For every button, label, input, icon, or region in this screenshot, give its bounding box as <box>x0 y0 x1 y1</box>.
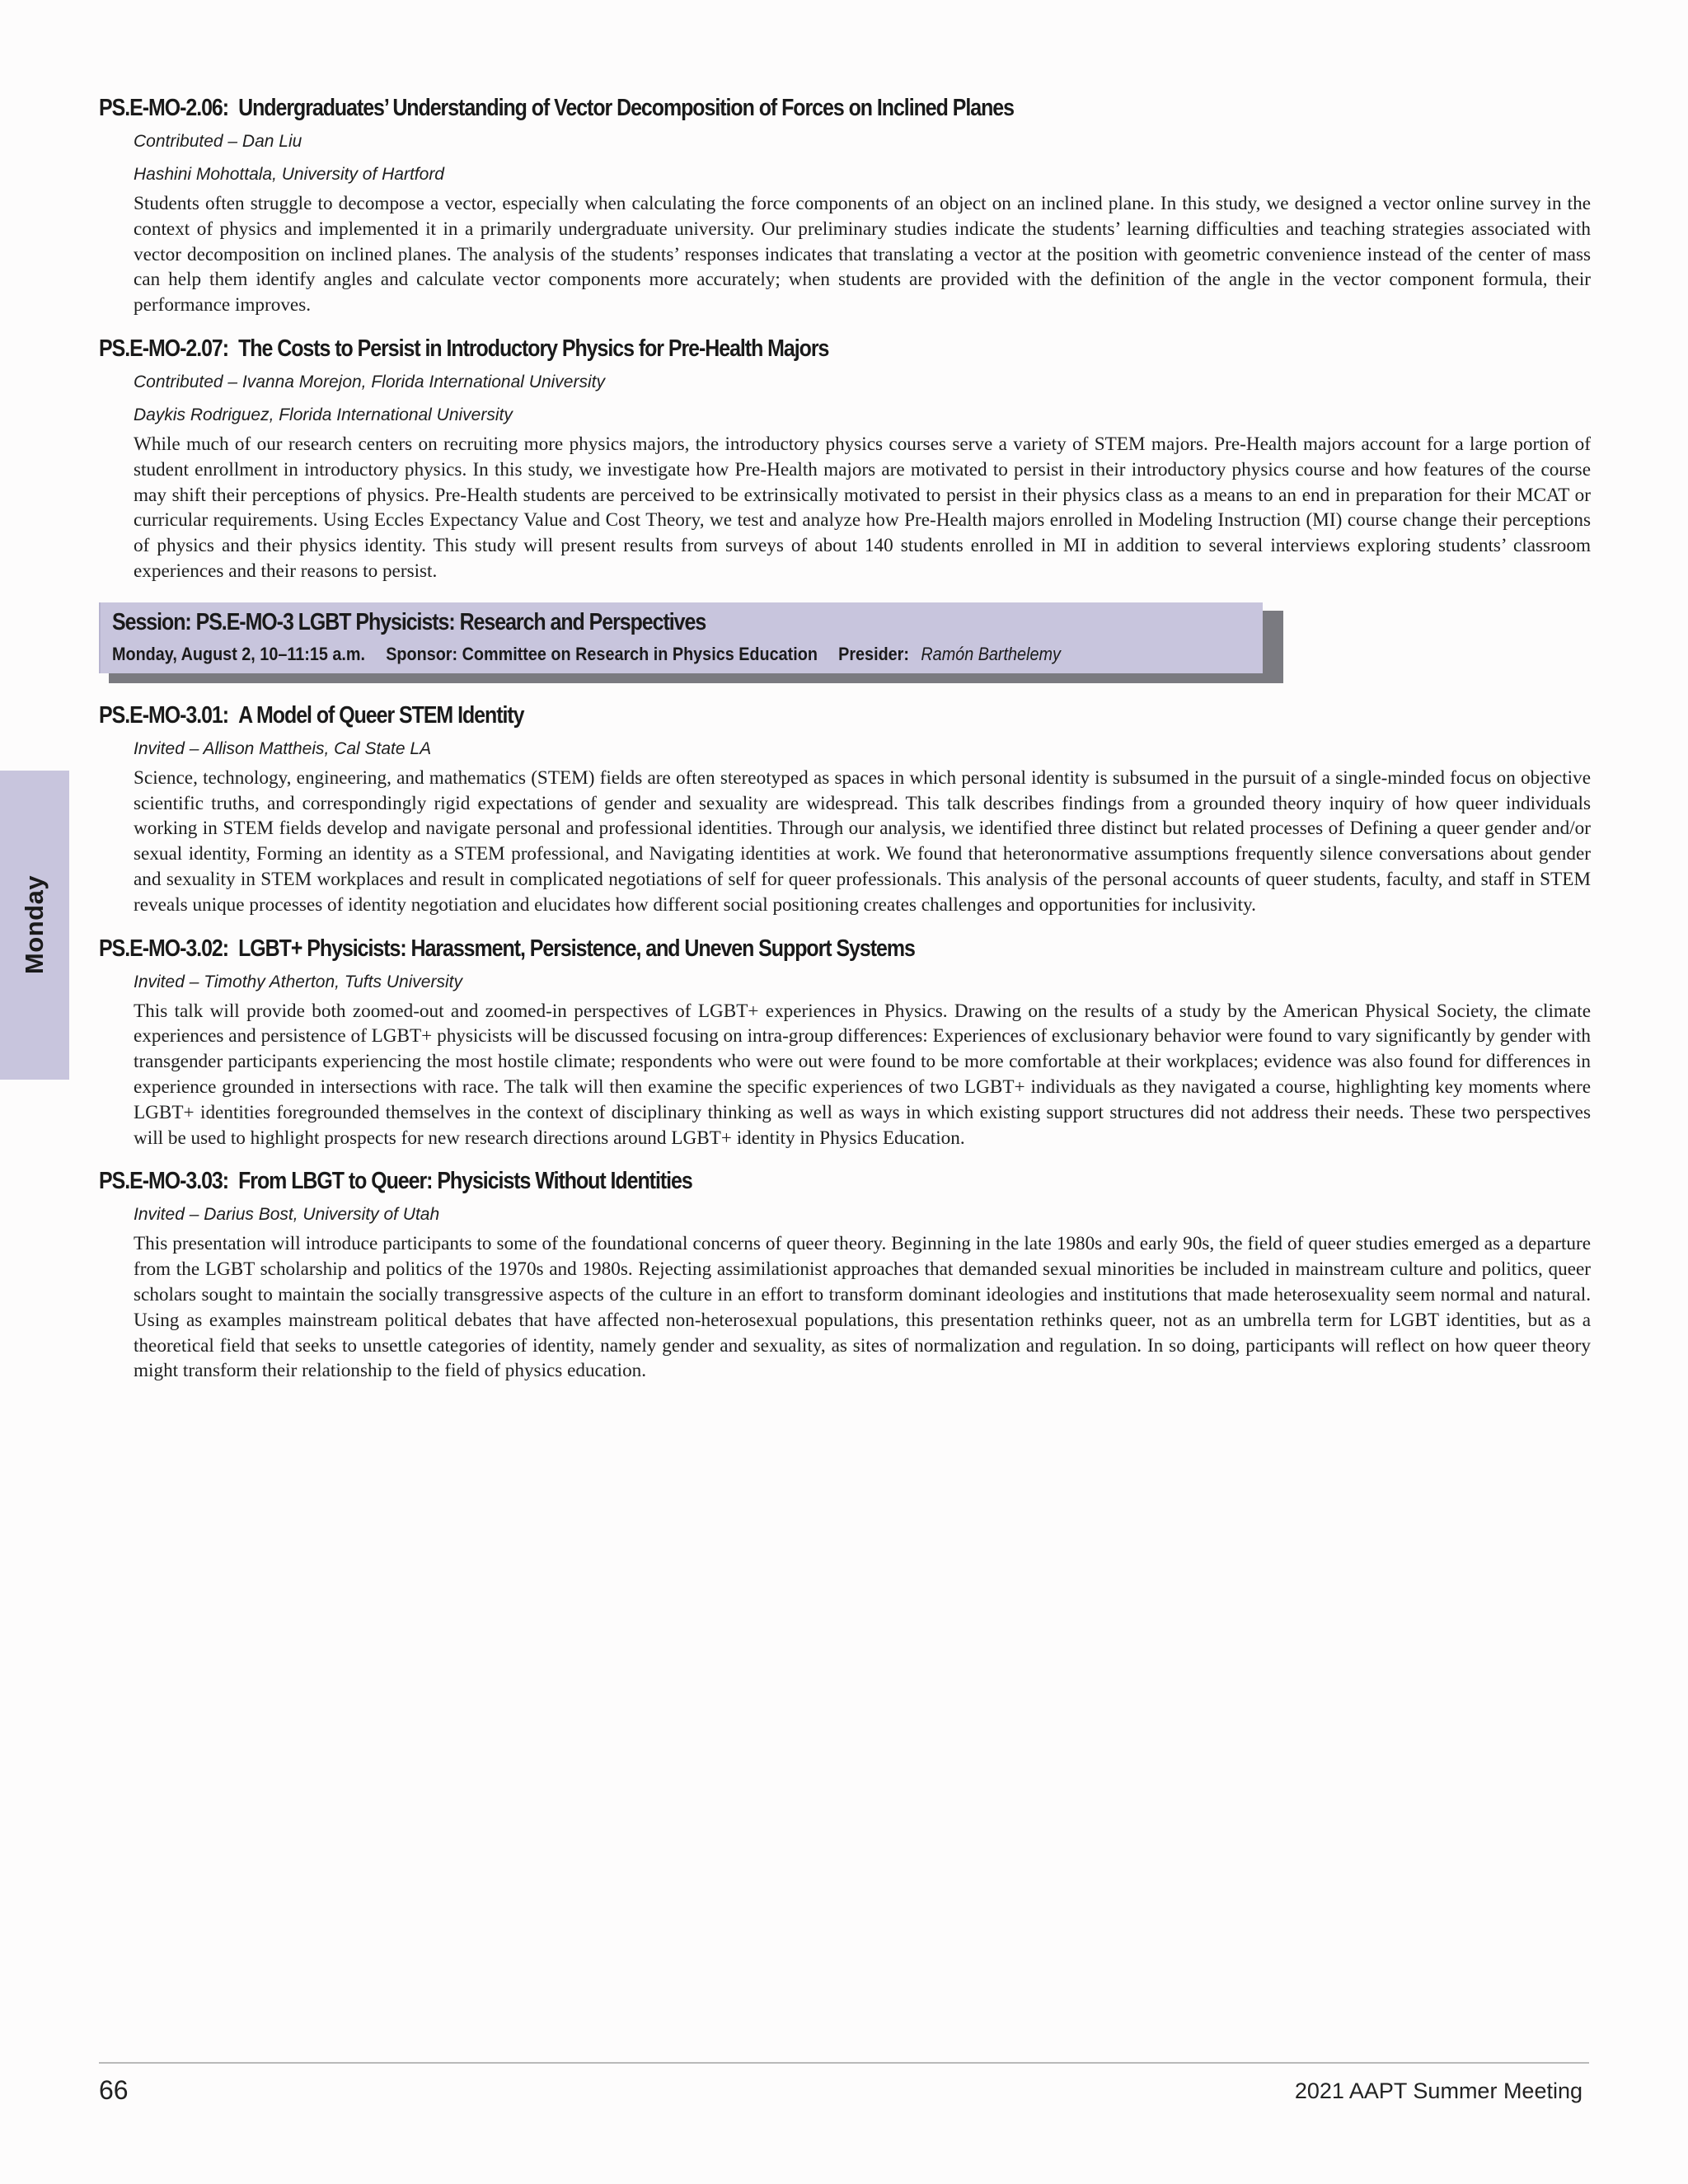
abstract-title-text: From LBGT to Queer: Physicists Without Identities <box>238 1168 692 1195</box>
abstract-entry <box>99 698 1591 918</box>
abstract-author: Invited – Timothy Atherton, Tufts University <box>134 972 462 991</box>
session-sponsor: Sponsor: Committee on Research in Physics Education <box>386 643 818 664</box>
abstract-entry <box>99 331 1591 584</box>
session-header <box>99 602 1273 675</box>
abstract-coauthor: Hashini Mohottala, University of Hartford <box>134 165 444 184</box>
abstract-entry <box>99 91 1591 318</box>
abstract-title <box>99 331 1382 366</box>
day-side-tab <box>0 771 69 1080</box>
abstract-entry <box>99 1164 1591 1384</box>
abstract-author: Contributed – Dan Liu <box>134 132 302 151</box>
session-info <box>112 644 1061 665</box>
abstract-author: Invited – Allison Mattheis, Cal State LA <box>134 738 432 758</box>
abstract-code: PS.E-MO-3.01: <box>99 701 229 729</box>
abstract-title-text: The Costs to Persist in Introductory Physics for Pre-Health Majors <box>238 335 829 362</box>
abstract-text: While much of our research centers on recruiting more physics majors, the introductory physics courses serve a variety of STEM majors. Pre-Health majors account for a large portion of student enrollment in introductory physics. In this study, we investigate how Pre-Health majors are motivated to persist in their introductory physics course and how features of the course may shift their perceptions of physics. Pre-Health students are perceived to be extrinsically motivated to persist in their physics class as a means to an end in preparation for their MCAT or curricular requirements. Using Eccles Expectancy Value and Cost Theory, we test and analyze how Pre-Health majors enrolled in Modeling Instruction (MI) course change their perceptions of physics and their physics identity. This study will present results from surveys of about 140 students enrolled in MI in addition to several interviews exploring students’ classroom experiences and their reasons to persist. <box>134 433 1591 582</box>
abstract-title-text: LGBT+ Physicists: Harassment, Persistence, and Uneven Support Systems <box>238 935 915 962</box>
footer-rule <box>99 2062 1589 2064</box>
abstract-code: PS.E-MO-2.06: <box>99 95 229 121</box>
session-date-time: Monday, August 2, 10–11:15 a.m. <box>112 643 366 664</box>
session-header-box <box>99 602 1263 673</box>
session-presider-name: Ramón Barthelemy <box>921 643 1061 664</box>
page-number: 66 <box>99 2075 129 2105</box>
abstract-author: Contributed – Ivanna Morejon, Florida International University <box>134 372 605 391</box>
abstract-title <box>99 1164 1382 1198</box>
session-presider-label: Presider: <box>838 643 909 664</box>
session-title: Session: PS.E-MO-3 LGBT Physicists: Research and Perspectives <box>112 608 706 635</box>
abstract-text: This presentation will introduce participants to some of the foundational concerns of queer theory. Beginning in the late 1980s and early 90s, the field of queer studies emerged as a departure from the LGBT scholarship and politics of the 1970s and 1980s. Rejecting assimilationist approaches that demanded sexual minorities be included in mainstream culture and politics, queer scholars sought to maintain the socially transgressive aspects of the culture in an effort to transform dominant ideologies and institutions that made heterosexuality seem normal and natural. Using as examples mainstream political debates that have affected non-heterosexual populations, this presentation rethinks queer, not as an umbrella term for LGBT identities, but as a theoretical field that seeks to unsettle categories of identity, namely gender and sexuality, as sites of normalization and regulation. In so doing, participants will reflect on how queer theory might transform their relationship to the field of physics education. <box>134 1233 1591 1382</box>
abstract-title <box>99 698 1382 733</box>
meeting-name: 2021 AAPT Summer Meeting <box>1294 2079 1582 2103</box>
day-side-tab-label: Monday <box>20 874 49 975</box>
abstract-entry <box>99 931 1591 1151</box>
abstract-code: PS.E-MO-3.03: <box>99 1168 229 1195</box>
abstract-code: PS.E-MO-3.02: <box>99 935 229 962</box>
program-content <box>99 91 1591 1397</box>
abstract-code: PS.E-MO-2.07: <box>99 335 229 362</box>
abstract-title-text: A Model of Queer STEM Identity <box>238 701 524 729</box>
abstract-title-text: Undergraduates’ Understanding of Vector Decomposition of Forces on Inclined Planes <box>238 95 1014 121</box>
abstract-author: Invited – Darius Bost, University of Utah <box>134 1205 440 1225</box>
abstract-title <box>99 91 1382 125</box>
abstract-text: Students often struggle to decompose a vector, especially when calculating the force components of an object on an inclined plane. In this study, we designed a vector online survey in the context of physics and implemented it in a primarily undergraduate university. Our preliminary studies indicate the students’ learning difficulties and teaching strategies associated with vector decomposition on inclined planes. The analysis of the students’ responses indicates that translating a vector at the position with geometric convenience instead of the center of mass can help them identify angles and calculate vector components more accurately; when students are provided with the definition of the angle in the vector component formula, their performance improves. <box>134 193 1591 316</box>
abstract-coauthor: Daykis Rodriguez, Florida International University <box>134 405 513 424</box>
abstract-text: This talk will provide both zoomed-out and zoomed-in perspectives of LGBT+ experiences in Physics. Drawing on the results of a study by the American Physical Society, the climate experiences and persistence of LGBT+ physicists will be discussed focusing on intra-group differences: Experiences of exclusionary behavior were found to vary significantly by gender with transgender participants experiencing the most hostile climate; respondents who were out were found to be more comfortable at their workplaces; evidence was also found for differences in experience grounded in intersections with race. The talk will then examine the specific experiences of two LGBT+ individuals as they navigated a course, highlighting key moments where LGBT+ identities foregrounded themselves in the context of disciplinary thinking as well as ways in which existing support structures did not address their needs. These two perspectives will be used to highlight prospects for new research directions around LGBT+ identity in Physics Education. <box>134 1000 1591 1149</box>
abstract-title <box>99 931 1382 966</box>
abstract-text: Science, technology, engineering, and mathematics (STEM) fields are often stereotyped as spaces in which personal identity is subsumed in the pursuit of a single-minded focus on objective scientific truths, and correspondingly rigid expectations of gender and sexuality are widespread. This talk describes findings from a grounded theory inquiry of how queer individuals working in STEM fields develop and navigate personal and professional identities. Through our analysis, we identified three distinct but related processes of Defining a queer gender and/or sexual identity, Forming an identity as a STEM professional, and Navigating identities at work. We found that heteronormative assumptions frequently silence conversations about gender and sexuality in STEM workplaces and result in complicated negotiations of self for queer professionals. This analysis of the personal accounts of queer students, faculty, and staff in STEM reveals unique processes of identity negotiation and elucidates how different social positioning creates challenges and opportunities for inclusivity. <box>134 766 1591 916</box>
